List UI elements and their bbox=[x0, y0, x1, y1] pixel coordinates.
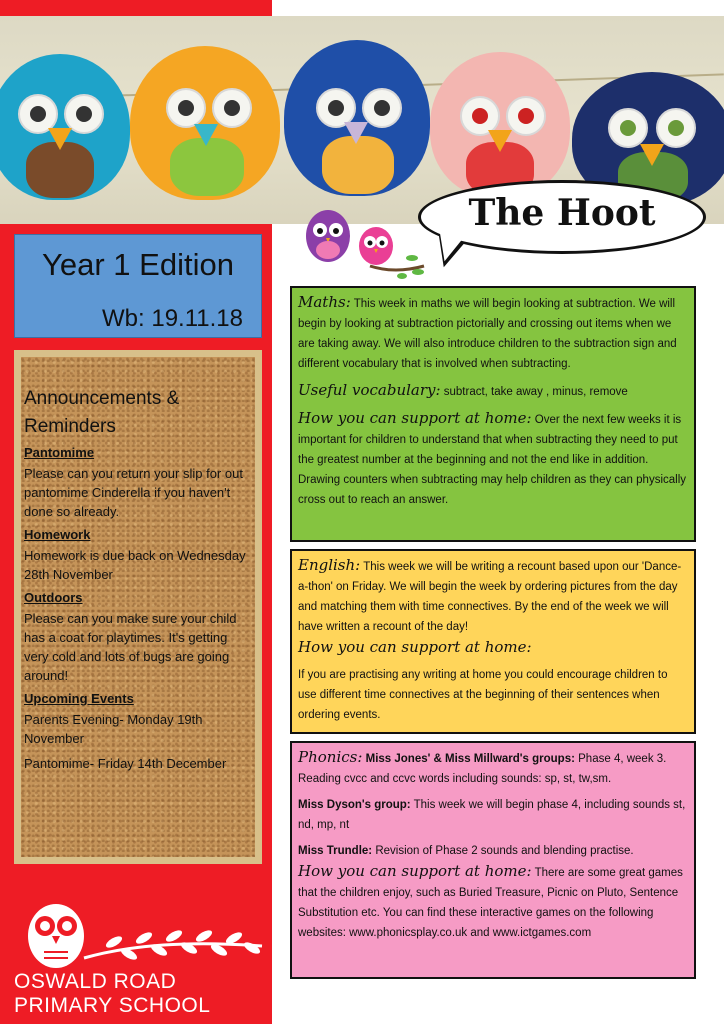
section-body-homework: Homework is due back on Wednesday 28th November bbox=[24, 548, 246, 582]
week-beginning: Wb: 19.11.18 bbox=[102, 305, 243, 332]
group1-text: Phase 4, week 3. Reading cvcc and ccvc words including sounds: sp, st, tw,sm. bbox=[298, 753, 667, 785]
phonics-support-heading: How you can support at home: bbox=[298, 862, 532, 880]
section-title-events: Upcoming Events bbox=[24, 691, 134, 706]
announcements-corkboard bbox=[14, 350, 262, 864]
school-name-line2: PRIMARY SCHOOL bbox=[14, 994, 211, 1017]
maths-panel bbox=[290, 286, 696, 542]
newsletter-title: The Hoot bbox=[468, 192, 656, 234]
fabric-owl-teal bbox=[0, 54, 130, 200]
section-title-outdoors: Outdoors bbox=[24, 590, 83, 605]
english-panel bbox=[290, 549, 696, 734]
school-name-line1: OSWALD ROAD bbox=[14, 970, 177, 993]
group3-text: Revision of Phase 2 sounds and blending practise. bbox=[375, 845, 634, 857]
maths-text: This week in maths we will begin looking at subtraction. We will begin by looking at subtraction pictorially and crossing out items when we are taking away. We will also introduce children to the subtraction sign and different vocabulary that is involved when subtracting. bbox=[298, 298, 677, 370]
owl-logo-icon bbox=[14, 898, 264, 970]
english-text: This week we will be writing a recount based upon our 'Dance-a-thon' on Friday. We will begin the week by ordering pictures from the day and matching them with time connectives. By the end of the week we will have written a recount of the day! bbox=[298, 561, 682, 633]
group1-label: Miss Jones' & Miss Millward's groups: bbox=[365, 753, 575, 765]
vocab-heading: Useful vocabulary: bbox=[298, 381, 441, 399]
announcements-heading: Announcements & Reminders bbox=[24, 388, 180, 437]
maths-support-heading: How you can support at home: bbox=[298, 409, 532, 427]
phonics-panel bbox=[290, 741, 696, 979]
event-pantomime: Pantomime- Friday 14th December bbox=[24, 756, 227, 771]
edition-title: Year 1 Edition bbox=[42, 247, 234, 282]
vocab-text: subtract, take away , minus, remove bbox=[443, 386, 628, 398]
english-support-heading: How you can support at home: bbox=[298, 638, 532, 656]
english-support-text: If you are practising any writing at home you could encourage children to use different time connectives at the beginning of their sentences when ordering events. bbox=[298, 669, 668, 721]
maths-heading: Maths: bbox=[298, 293, 351, 311]
group3-label: Miss Trundle: bbox=[298, 845, 373, 857]
school-logo bbox=[14, 898, 264, 1016]
fabric-owl-orange bbox=[130, 46, 280, 200]
section-title-pantomime: Pantomime bbox=[24, 445, 95, 460]
section-body-pantomime: Please can you return your slip for out pantomime Cinderella if you haven't done so already. bbox=[24, 466, 243, 519]
section-title-homework: Homework bbox=[24, 527, 91, 542]
fabric-owl-blue bbox=[284, 40, 430, 196]
section-body-outdoors: Please can you make sure your child has a coat for playtimes. It's getting very cold and lots of bugs are going around! bbox=[24, 611, 237, 683]
owls-on-branch-icon bbox=[300, 206, 430, 284]
edition-box bbox=[14, 234, 262, 338]
phonics-support-text: There are some great games that the children enjoy, such as Buried Treasure, Picnic on Pluto, Sentence Substitution etc. You can find these interactive games on the following websites: www.phonicsplay.co.uk and www.ictgames.com bbox=[298, 867, 683, 939]
fabric-owl-pink bbox=[430, 52, 570, 198]
english-heading: English: bbox=[298, 556, 361, 574]
group2-label: Miss Dyson's group: bbox=[298, 799, 411, 811]
maths-support-text: Over the next few weeks it is important for children to understand that when subtracting they need to put the greatest number at the beginning and not the end like in addition. Drawing counters when subtracting may help children as they can physically cross out to reach an answer. bbox=[298, 414, 687, 506]
event-parents-evening: Parents Evening- Monday 19th November bbox=[24, 712, 203, 746]
group2-text: This week we will begin phase 4, including sounds st, nd, mp, nt bbox=[298, 799, 686, 831]
phonics-heading: Phonics: bbox=[298, 748, 363, 766]
